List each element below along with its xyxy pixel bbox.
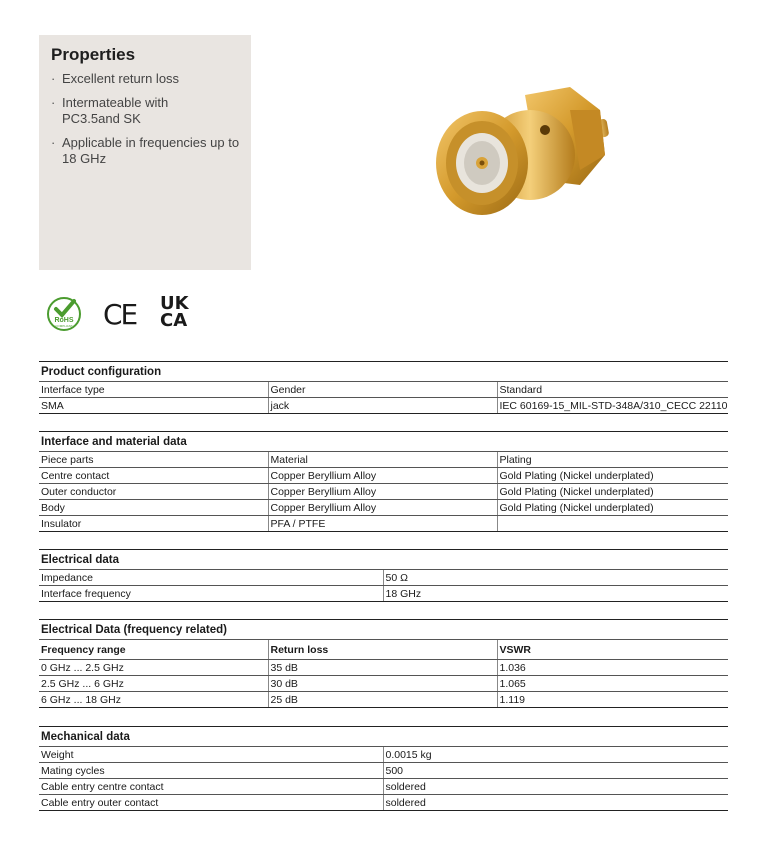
table-cell: Cable entry outer contact [39,795,383,811]
properties-list [51,71,239,167]
table-cell: soldered [383,779,728,795]
table-cell: 0 GHz ... 2.5 GHz [39,660,268,676]
column-header: Piece parts [39,452,268,468]
table-cell: Gold Plating (Nickel underplated) [497,484,728,500]
mechanical-data-table [39,726,728,811]
table-cell: jack [268,398,497,414]
table-cell: Impedance [39,570,383,586]
table-cell: 1.065 [497,676,728,692]
ukca-top: UK [160,293,189,314]
table-cell: SMA [39,398,268,414]
table-cell: 6 GHz ... 18 GHz [39,692,268,708]
rohs-icon [46,295,82,333]
table-cell: 2.5 GHz ... 6 GHz [39,676,268,692]
table-cell: Gold Plating (Nickel underplated) [497,500,728,516]
table-cell: 30 dB [268,676,497,692]
rohs-sublabel: COMPLIANT [55,324,73,328]
table-cell: IEC 60169-15_MIL-STD-348A/310_CECC 22110 [497,398,728,414]
table-cell: Weight [39,747,383,763]
table-cell: Insulator [39,516,268,532]
property-item: · Intermateable with PC3.5and SK [51,95,202,127]
property-item: · Applicable in frequencies up to 18 GHz [51,135,242,167]
table-cell: soldered [383,795,728,811]
table-cell: 25 dB [268,692,497,708]
ukca-mark-icon [160,295,189,329]
property-item: · Excellent return loss [51,71,239,87]
table-cell: 35 dB [268,660,497,676]
table-cell: Interface frequency [39,586,383,602]
section-title: Product configuration [39,362,728,382]
ukca-bottom: CA [160,310,188,331]
product-configuration-table [39,361,728,414]
column-header: VSWR [497,640,728,660]
electrical-data-table [39,549,728,602]
column-header: Interface type [39,382,268,398]
ce-mark-icon: CE [103,298,137,331]
interface-material-table [39,431,728,532]
table-cell [497,516,728,532]
table-cell: 18 GHz [383,586,728,602]
properties-panel [39,35,251,270]
section-title: Mechanical data [39,727,728,747]
column-header: Return loss [268,640,497,660]
rohs-label: RoHS [54,317,74,324]
table-cell: Body [39,500,268,516]
table-cell: Outer conductor [39,484,268,500]
table-cell: 1.119 [497,692,728,708]
table-cell: Copper Beryllium Alloy [268,500,497,516]
section-title: Interface and material data [39,432,728,452]
properties-title: Properties [51,45,136,64]
table-cell: 50 Ω [383,570,728,586]
product-image [430,85,615,225]
table-cell: Cable entry centre contact [39,779,383,795]
table-cell: 0.0015 kg [383,747,728,763]
column-header: Frequency range [39,640,268,660]
table-cell: Copper Beryllium Alloy [268,468,497,484]
column-header: Gender [268,382,497,398]
table-cell: Centre contact [39,468,268,484]
column-header: Plating [497,452,728,468]
column-header: Standard [497,382,728,398]
table-cell: Gold Plating (Nickel underplated) [497,468,728,484]
section-title: Electrical data [39,550,728,570]
table-cell: 1.036 [497,660,728,676]
table-cell: Copper Beryllium Alloy [268,484,497,500]
table-cell: PFA / PTFE [268,516,497,532]
electrical-frequency-table [39,619,728,708]
table-cell: 500 [383,763,728,779]
section-title: Electrical Data (frequency related) [39,620,728,640]
table-cell: Mating cycles [39,763,383,779]
column-header: Material [268,452,497,468]
